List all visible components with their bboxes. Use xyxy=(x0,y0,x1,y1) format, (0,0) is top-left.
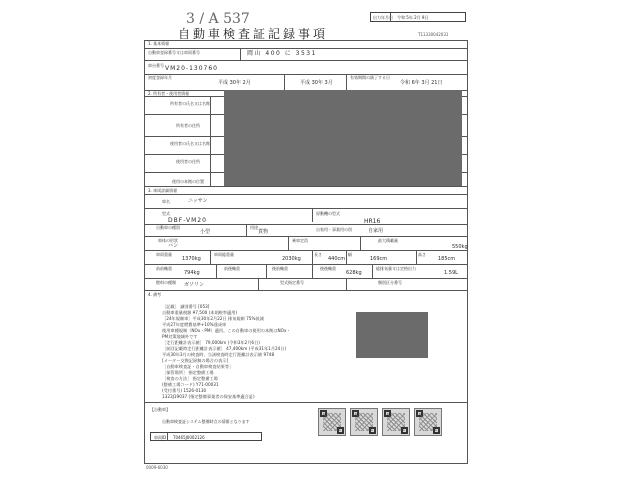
remarks-line: ［記載］ 識別番号 [053] xyxy=(162,304,210,309)
body-value: バン xyxy=(168,243,179,249)
expiry-value: 令和 6年 3月 21日 xyxy=(400,80,443,86)
length-label: 長さ xyxy=(314,252,322,257)
rear-rear-axle-label: 後後軸重 xyxy=(320,266,336,271)
use-label: 用途 xyxy=(250,225,258,230)
category-label: 類別区分番号 xyxy=(378,280,402,285)
model-value: DBF-VM20 xyxy=(168,217,207,224)
body-label: 車体の形状 xyxy=(158,238,178,243)
registration-value: 岡山 400 に 3531 xyxy=(247,50,317,57)
displacement-value: 1.59L xyxy=(444,270,458,276)
handwritten-note: 3 / A 537 xyxy=(186,11,250,27)
remarks-line: 自動車重量税額 ¥7,500 (本則税率適用) xyxy=(162,310,238,315)
rear-rear-axle-value: 628kg xyxy=(346,270,362,276)
engine-value: HR16 xyxy=(364,218,381,225)
purpose-value: 自家用 xyxy=(368,228,384,234)
maker-label: 車名 xyxy=(162,199,170,204)
capacity-label: 乗車定員 xyxy=(292,238,308,243)
document-title: 自動車検査証記録事項 xyxy=(178,27,329,41)
section5-note: 自動車検査証システム整備時点の情報となります xyxy=(162,419,250,424)
remarks-line: ［保管場所］ 指定整備工場 xyxy=(162,370,214,375)
weight-value: 1370kg xyxy=(182,256,201,262)
weight-label: 車両重量 xyxy=(156,252,172,257)
section2-heading: 2. 所有者・使用者情報 xyxy=(148,91,190,96)
engine-label: 原動機の型式 xyxy=(316,211,340,216)
chassis-label: 車台番号 xyxy=(148,63,164,68)
rear-front-axle-label: 後前軸重 xyxy=(272,266,288,271)
max-load-label: 最大積載量 xyxy=(378,238,398,243)
qr-code-3 xyxy=(382,408,410,436)
height-value: 185cm xyxy=(438,256,456,262)
first-registration-value: 平成 30年 2月 xyxy=(218,80,251,86)
issue-date-box xyxy=(370,12,466,22)
width-label: 幅 xyxy=(348,252,352,257)
gross-weight-value: 2030kg xyxy=(282,256,301,262)
remarks-line: ［自動車検査証・自動車検査結果等］ xyxy=(162,364,234,369)
length-value: 440cm xyxy=(328,256,346,262)
owner-address-label: 所有者の住所 xyxy=(176,123,200,128)
first-registration-label: 初度登録年月 xyxy=(148,75,172,80)
secondary-date-value: 平成 30年 3月 xyxy=(300,80,333,86)
qr-code-2 xyxy=(350,408,378,436)
redacted-remarks xyxy=(356,312,428,358)
section4-heading: 4. 備考 xyxy=(148,292,162,297)
vehicle-id-label: 車両ID xyxy=(154,434,167,440)
front-rear-axle-label: 前後軸重 xyxy=(224,266,240,271)
remarks-line: (整備工場コード) Y71-00031 xyxy=(162,382,219,387)
remarks-line: ［24年規制車］平成30年2月22日 排気規制 75%低減 xyxy=(162,316,264,321)
issue-date-label: 出力年月日 xyxy=(373,15,393,20)
remarks-line: 使用車種規制（NOx・PM）適用。この自動車の使用の本拠はNOx・ xyxy=(162,328,291,333)
remarks-line: ［走行距離計表示値］ 79,000km (令和3年2月6日) xyxy=(162,340,260,345)
gross-weight-label: 車両総重量 xyxy=(214,252,234,257)
section3-heading: 3. 車両詳細情報 xyxy=(148,188,178,193)
section1-heading: 1. 基本情報 xyxy=(148,41,170,46)
type-cert-label: 型式指定番号 xyxy=(280,280,304,285)
user-address-label: 使用者の住所 xyxy=(176,159,200,164)
registration-label: 自動車登録番号又は車両番号 xyxy=(148,50,200,55)
remarks-line: PM対策地域外です xyxy=(162,334,198,339)
vehicle-type-label: 自動車の種別 xyxy=(156,225,180,230)
remarks-line: 1323J19037 (指定整備事業者の保安基準適合証) xyxy=(162,394,255,399)
max-load-value: 550kg xyxy=(452,244,468,250)
remarks-line: 平成30年3月の検査時、当該検査時走行距離計表示値 9748 xyxy=(162,352,275,357)
vehicle-id-value: T0465J0002126 xyxy=(173,434,205,440)
remarks-line: ［検査の方法］ 指定整備工場 xyxy=(162,376,218,381)
user-name-label: 使用者の氏名又は名称 xyxy=(170,141,210,146)
document-code: T11330042031 xyxy=(418,32,449,37)
fuel-value: ガソリン xyxy=(184,282,205,288)
footer-code: 0009-6030 xyxy=(146,465,168,470)
fuel-label: 燃料の種類 xyxy=(156,280,176,285)
front-axle-value: 794kg xyxy=(184,270,200,276)
purpose-label: 自家用・事業用の別 xyxy=(316,227,352,232)
remarks-list xyxy=(162,304,352,400)
remarks-line: (受付番号) 1526-0130 xyxy=(162,388,207,393)
remarks-line: ［前回記載時走行距離計表示値］ 47,400km (平成31年1月24日) xyxy=(162,346,287,351)
chassis-value: VM20-130760 xyxy=(165,65,218,72)
width-value: 169cm xyxy=(370,256,388,262)
displacement-label: 総排気量又は定格出力 xyxy=(376,266,416,271)
qr-code-4 xyxy=(414,408,442,436)
remarks-line: [メーター交換記録無の場合の表示] xyxy=(162,358,229,363)
redacted-owner-info xyxy=(224,90,462,186)
remarks-line: 平成27年度燃費基準+10%達成車 xyxy=(162,322,227,327)
qr-code-1 xyxy=(318,408,346,436)
base-location-label: 使用の本拠の位置 xyxy=(172,179,204,184)
maker-value: ニッサン xyxy=(188,198,208,204)
expiry-label: 有効期間の満了する日 xyxy=(350,75,390,80)
use-value: 貨物 xyxy=(258,229,269,235)
vehicle-type-value: 小型 xyxy=(200,229,211,235)
vehicle-id-box xyxy=(150,432,262,441)
owner-name-label: 所有者の氏名又は名称 xyxy=(170,101,210,106)
model-label: 型式 xyxy=(162,211,170,216)
front-axle-label: 前前軸重 xyxy=(156,266,172,271)
issue-date-value: 令和 5年 2月 9日 xyxy=(397,15,429,20)
height-label: 高さ xyxy=(418,252,426,257)
section5-heading: 【自動車】 xyxy=(150,407,170,412)
